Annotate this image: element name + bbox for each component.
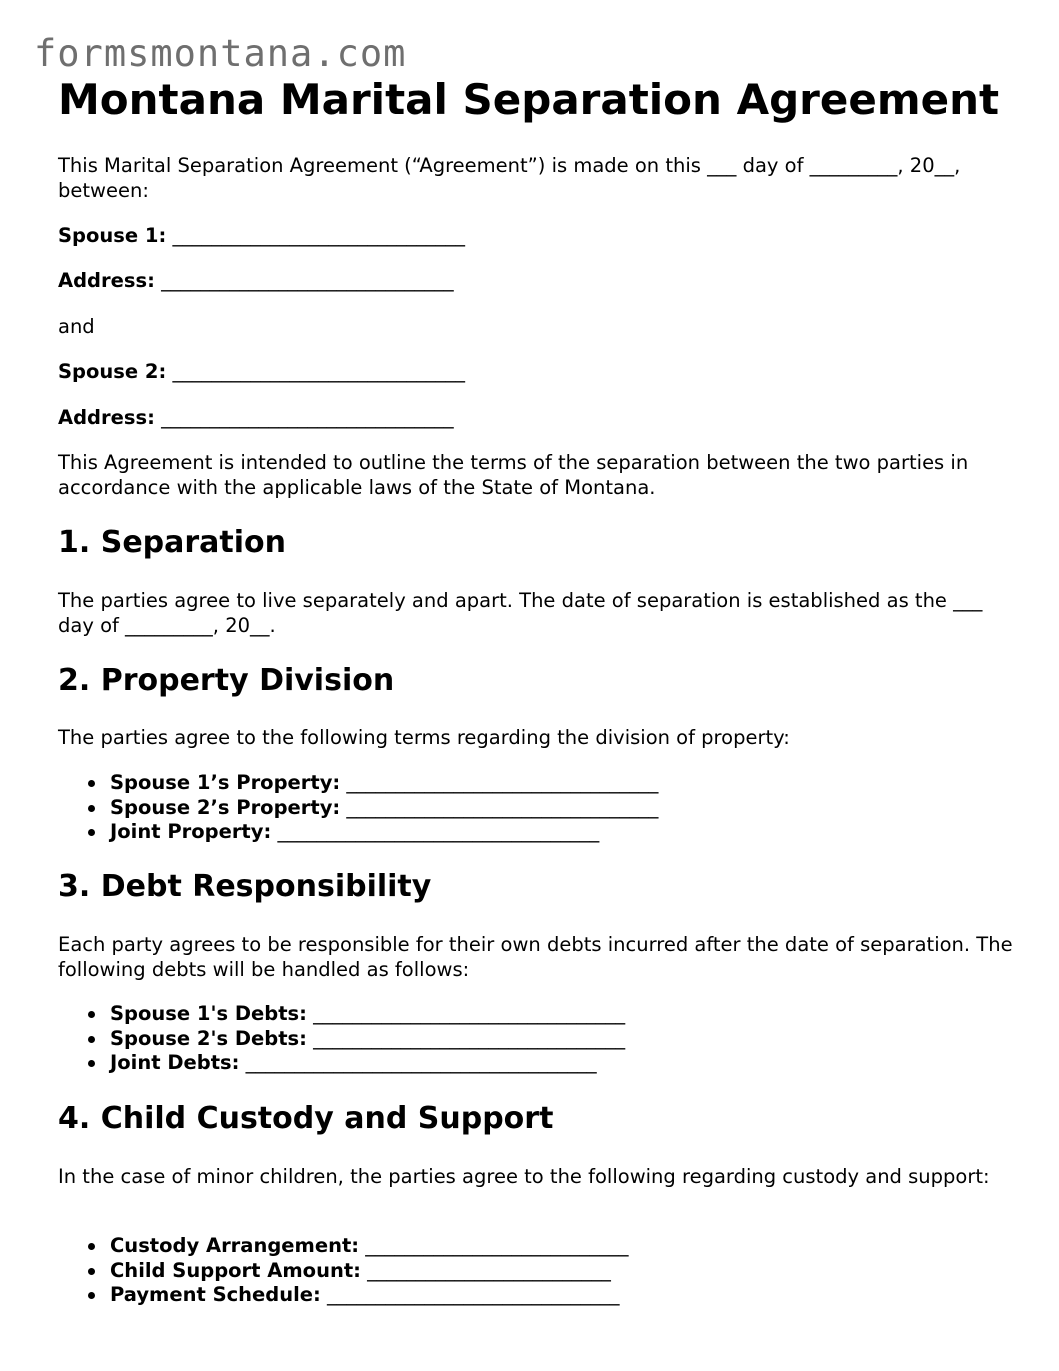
section-heading-debt: 3. Debt Responsibility [58,869,432,904]
spouse2-field[interactable]: ______________________________ [172,360,465,383]
list-item [110,1283,629,1308]
address1-label: Address: [58,269,155,292]
address1-line [58,268,1018,293]
list-item-label: Spouse 1’s Property: [110,771,341,794]
address2-line [58,405,1018,430]
section-text-custody: In the case of minor children, the parties agree to the following regarding custody and support: [58,1165,990,1188]
list-item [110,1051,625,1076]
property-list [110,771,658,845]
section-text-debt: Each party agrees to be responsible for their own debts incurred after the date of separation. The following debts will be handled as follows: [58,933,1013,981]
list-item-label: Spouse 1's Debts: [110,1002,307,1025]
watermark: formsmontana.com [34,32,407,75]
list-item [110,1234,629,1259]
intro-paragraph: This Marital Separation Agreement (“Agreement”) is made on this ___ day of _________, 20__, between: [58,154,961,202]
list-item-field[interactable]: ______________________________ [327,1283,620,1306]
list-item-field[interactable]: ________________________________ [313,1002,626,1025]
list-item-label: Joint Property: [110,820,272,843]
list-item-label: Spouse 2’s Property: [110,795,341,819]
document-title: Montana Marital Separation Agreement [58,75,1000,124]
list-item [110,1002,625,1027]
list-item-field[interactable]: ________________________________ [313,1026,626,1050]
section-text-separation: The parties agree to live separately and apart. The date of separation is established as the ___ day of _________, 20__. [58,589,983,637]
list-item [110,1259,629,1284]
spouse1-label: Spouse 1: [58,224,167,247]
section-text-property: The parties agree to the following terms regarding the division of property: [58,726,790,749]
section-heading-separation: 1. Separation [58,525,287,560]
list-item-field[interactable]: ________________________________ [346,795,659,819]
spouse1-line [58,223,1018,248]
list-item-field[interactable]: ___________________________ [365,1234,629,1257]
address1-field[interactable]: ______________________________ [161,269,454,292]
section-heading-property: 2. Property Division [58,663,395,698]
list-item-field[interactable]: ________________________________ [346,771,659,794]
address2-field[interactable]: ______________________________ [161,406,454,429]
section-heading-custody: 4. Child Custody and Support [58,1101,554,1136]
and-text: and [58,315,95,338]
list-item-label: Child Support Amount: [110,1258,361,1282]
list-item [110,820,658,845]
list-item-field[interactable]: _________________________________ [277,820,600,843]
spouse2-line [58,359,1018,384]
list-item-label: Spouse 2's Debts: [110,1026,307,1050]
spouse1-field[interactable]: ______________________________ [172,224,465,247]
address2-label: Address: [58,406,155,429]
list-item-label: Payment Schedule: [110,1283,321,1306]
debt-list [110,1002,625,1076]
list-item [110,796,658,821]
list-item-label: Custody Arrangement: [110,1234,360,1257]
list-item-label: Joint Debts: [110,1051,240,1074]
spouse2-label: Spouse 2: [58,360,167,383]
custody-list [110,1234,629,1308]
list-item-field[interactable]: _________________________ [367,1258,611,1282]
list-item [110,1027,625,1052]
list-item [110,771,658,796]
list-item-field[interactable]: ____________________________________ [245,1051,597,1074]
purpose-paragraph: This Agreement is intended to outline the terms of the separation between the two parties in accordance with the applicable laws of the State of Montana. [58,451,969,499]
